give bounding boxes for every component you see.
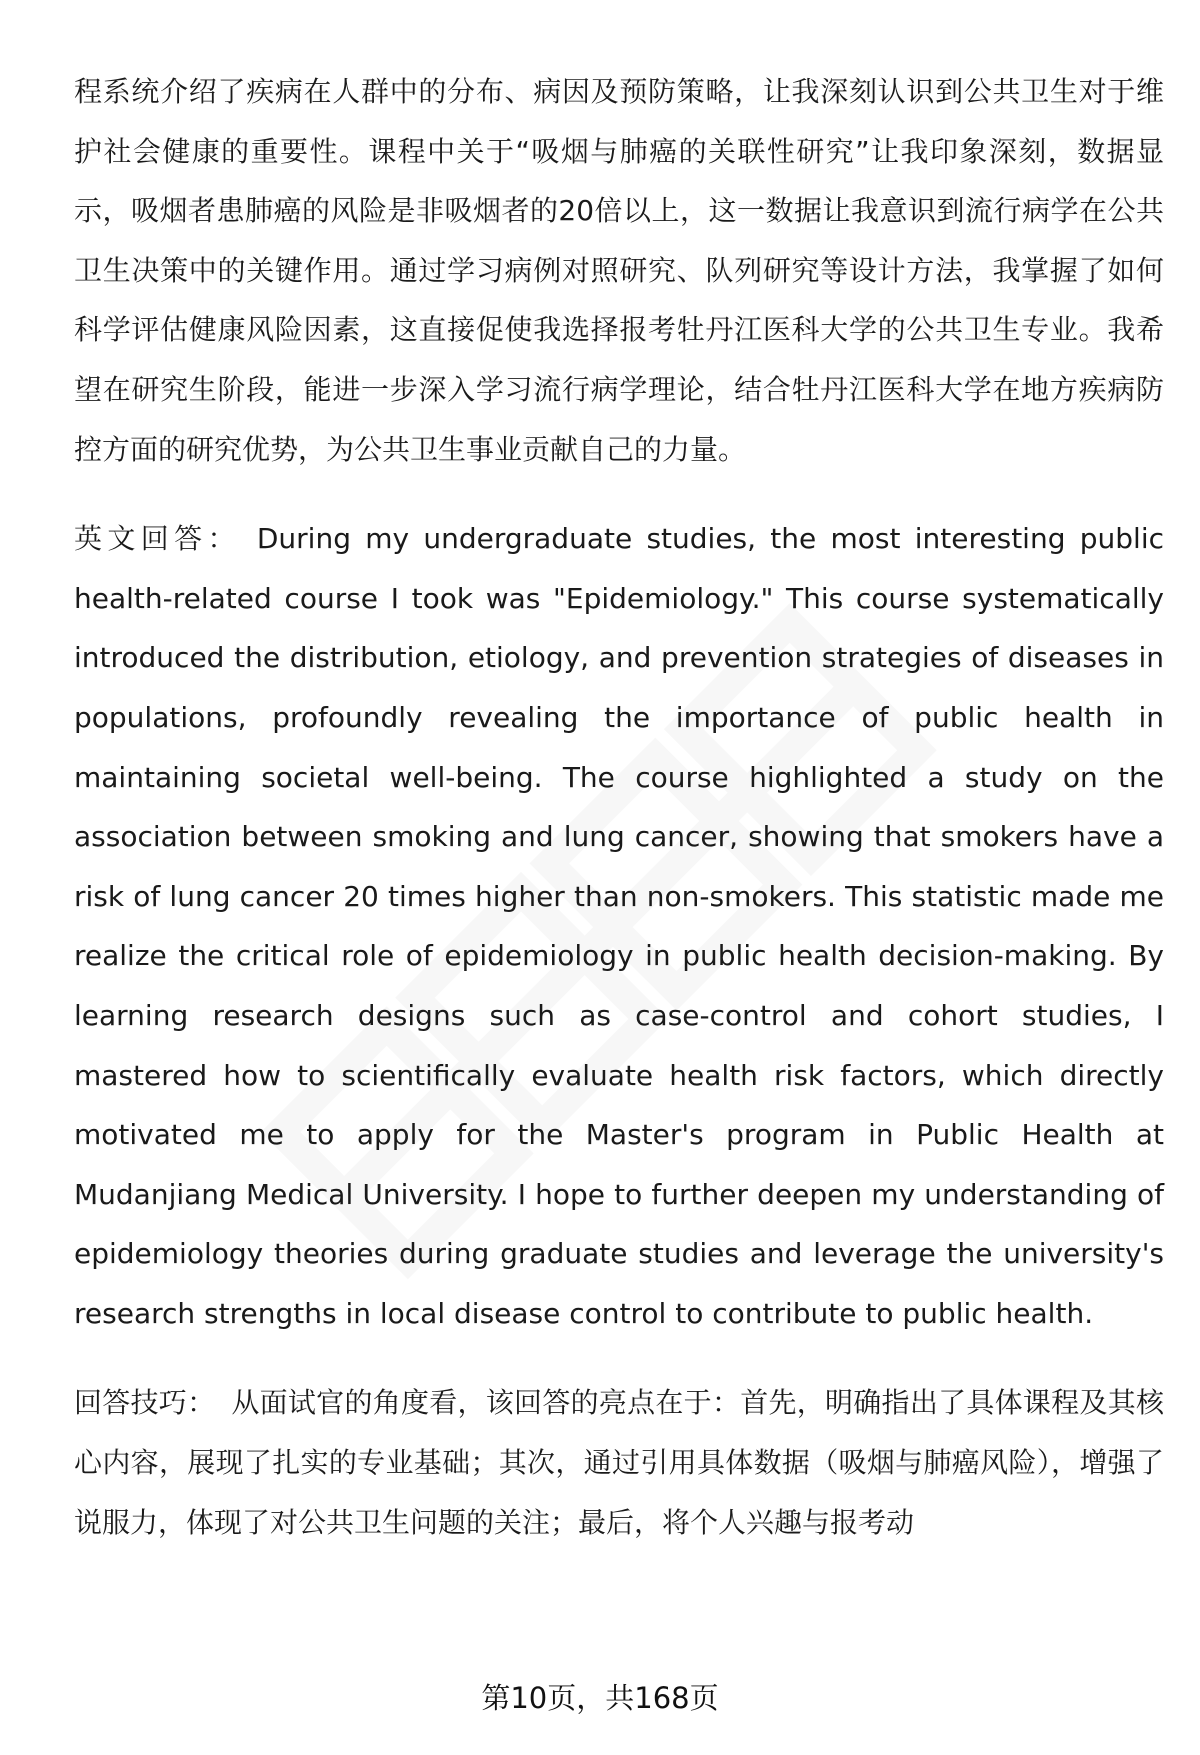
- intro-paragraph: 程系统介绍了疾病在人群中的分布、病因及预防策略，让我深刻认识到公共卫生对于维护社会健康的重要性。课程中关于“吸烟与肺癌的关联性研究”让我印象深刻，数据显示，吸烟者患肺癌的风险是非吸烟者的20倍以上，这一数据让我意识到流行病学在公共卫生决策中的关键作用。通过学习病例对照研究、队列研究等设计方法，我掌握了如何科学评估健康风险因素，这直接促使我选择报考牡丹江医科大学的公共卫生专业。我希望在研究生阶段，能进一步深入学习流行病学理论，结合牡丹江医科大学在地方疾病防控方面的研究优势，为公共卫生事业贡献自己的力量。: [74, 75, 1164, 466]
- english-answer-paragraph: [74, 509, 1164, 1343]
- english-answer-text: During my undergraduate studies, the most interesting public health-related course I took was "Epidemiology." This course systematically introduced the distribution, etiology, and prevention strategies of diseases in populations, profoundly revealing the importance of public health in maintaining societal well-being. The course highlighted a study on the association between smoking and lung cancer, showing that smokers have a risk of lung cancer 20 times higher than non-smokers. This statistic made me realize the critical role of epidemiology in public health decision-making. By learning research designs such as case-control and cohort studies, I mastered how to scientifically evaluate health risk factors, which directly motivated me to apply for the Master's program in Public Health at Mudanjiang Medical University. I hope to further deepen my understanding of epidemiology theories during graduate studies and leverage the university's research strengths in local disease control to contribute to public health.: [74, 522, 1164, 1330]
- page-number-footer: 第10页，共168页: [481, 1681, 719, 1715]
- answer-tips-paragraph: [74, 1373, 1164, 1552]
- answer-tips-text: 从面试官的角度看，该回答的亮点在于：首先，明确指出了具体课程及其核心内容，展现了扎实的专业基础；其次，通过引用具体数据（吸烟与肺癌风险），增强了说服力，体现了对公共卫生问题的关注；最后，将个人兴趣与报考动: [74, 1386, 1164, 1539]
- english-answer-label: 英文回答：: [74, 522, 241, 556]
- answer-tips-label: 回答技巧：: [74, 1386, 216, 1420]
- document-body: [74, 62, 1164, 1552]
